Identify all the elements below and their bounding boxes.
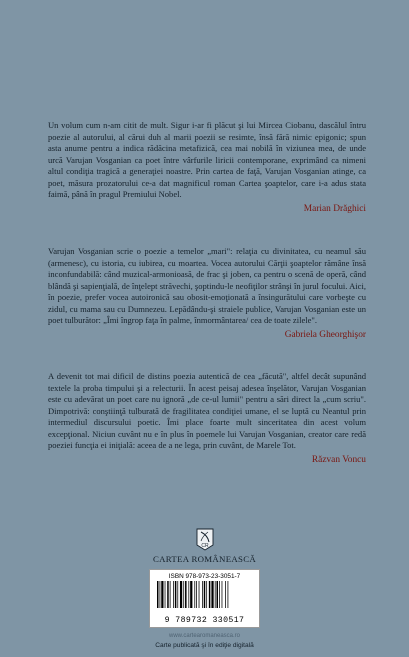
blurb-author: Gabriela Gheorghişor bbox=[284, 329, 366, 340]
logo-monogram: CR bbox=[200, 543, 209, 549]
blurb-text: Un volum cum n-am citit de mult. Sigur i-ar fi plăcut şi lui Mircea Ciobanu, dascălul întru poezie al autorului, al cărui duh al marii poezii se resimte, însă fără nimic epigonic; spun asta anume pentru a indica rădăcina metafizică, cea mai nobilă în viziunea mea, de unde urcă Varujan Vosganian ca poet între vârfurile liricii contemporane, exprimând ca nimeni altul condiţia tragică a generaţiei noastre. Prin cartea de faţă, Varujan Vosganian atinge, ca poet, măsura prozatorului ce-a dat magnificul roman Cartea şoaptelor, care i-a adus stata faimă, până în pragul Premiului Nobel. bbox=[48, 120, 366, 200]
isbn-barcode-box bbox=[149, 569, 260, 628]
blurb-1 bbox=[48, 120, 366, 214]
barcode-digits: 9 789732 330517 bbox=[164, 616, 245, 625]
isbn-label: ISBN 978-973-23-3051-7 bbox=[168, 573, 241, 580]
publisher-website: www.cartearomaneasca.ro bbox=[168, 633, 241, 639]
publisher-logo bbox=[0, 528, 409, 564]
digital-edition-note: Carte publicată şi în ediţie digitală bbox=[155, 642, 254, 649]
barcode bbox=[156, 581, 255, 617]
publisher-name: CARTEA ROMÂNEASCĂ bbox=[152, 554, 257, 564]
publisher-logo-icon bbox=[195, 528, 215, 551]
blurb-text: A devenit tot mai dificil de distins poezia autentică de cea „făcută", altfel decât supunând textele la proba timpului şi a relecturii. În acest peisaj adesea înşelător, Varujan Vosganian este cu adevărat un poet care nu ignoră „de ce-ul lumii" pentru a sări direct la „cum scriu". Dimpotrivă: conştiinţă tulburată de fragilitatea condiţiei umane, el se luptă cu Neantul prin intermediul discursului poetic. Îmi place foarte mult sinceritatea din acest volum excepţional. Niciun cuvânt nu e în plus în poemele lui Varujan Vosganian, creator care redă poeziei funcţia ei iniţială: aceea de a ne lega, prin cuvânt, de Marele Tot. bbox=[48, 371, 366, 451]
blurb-2 bbox=[48, 246, 366, 340]
blurb-author: Marian Drăghici bbox=[303, 203, 366, 214]
blurb-author: Răzvan Voncu bbox=[311, 454, 366, 465]
blurb-3 bbox=[48, 371, 366, 465]
blurb-text: Varujan Vosganian scrie o poezie a temelor „mari": relaţia cu divinitatea, cu neamul său (armenesc), cu istoria, cu iubirea, cu moartea. Vocea autorului Cărţii şoaptelor rămâne însă inconfundabilă: când muzical-armonioasă, de frac şi joben, ca pentru o scenă de operă, când blândă şi sapienţială, de înţelept străvechi, şoptindu-le neofiţilor strânşi în jurul focului. Aici, în poezie, prefer vocea autoironică sau obosit-emoţionată a însingurătului care vorbeşte cu zidul, cu mama sau cu Dumnezeu. Lepădându-şi straiele publice, Varujan Vosganian este un poet tulburător: „Îmi îngrop faţa în palme, înmormântarea/ cea de toate zilele". bbox=[48, 246, 366, 326]
